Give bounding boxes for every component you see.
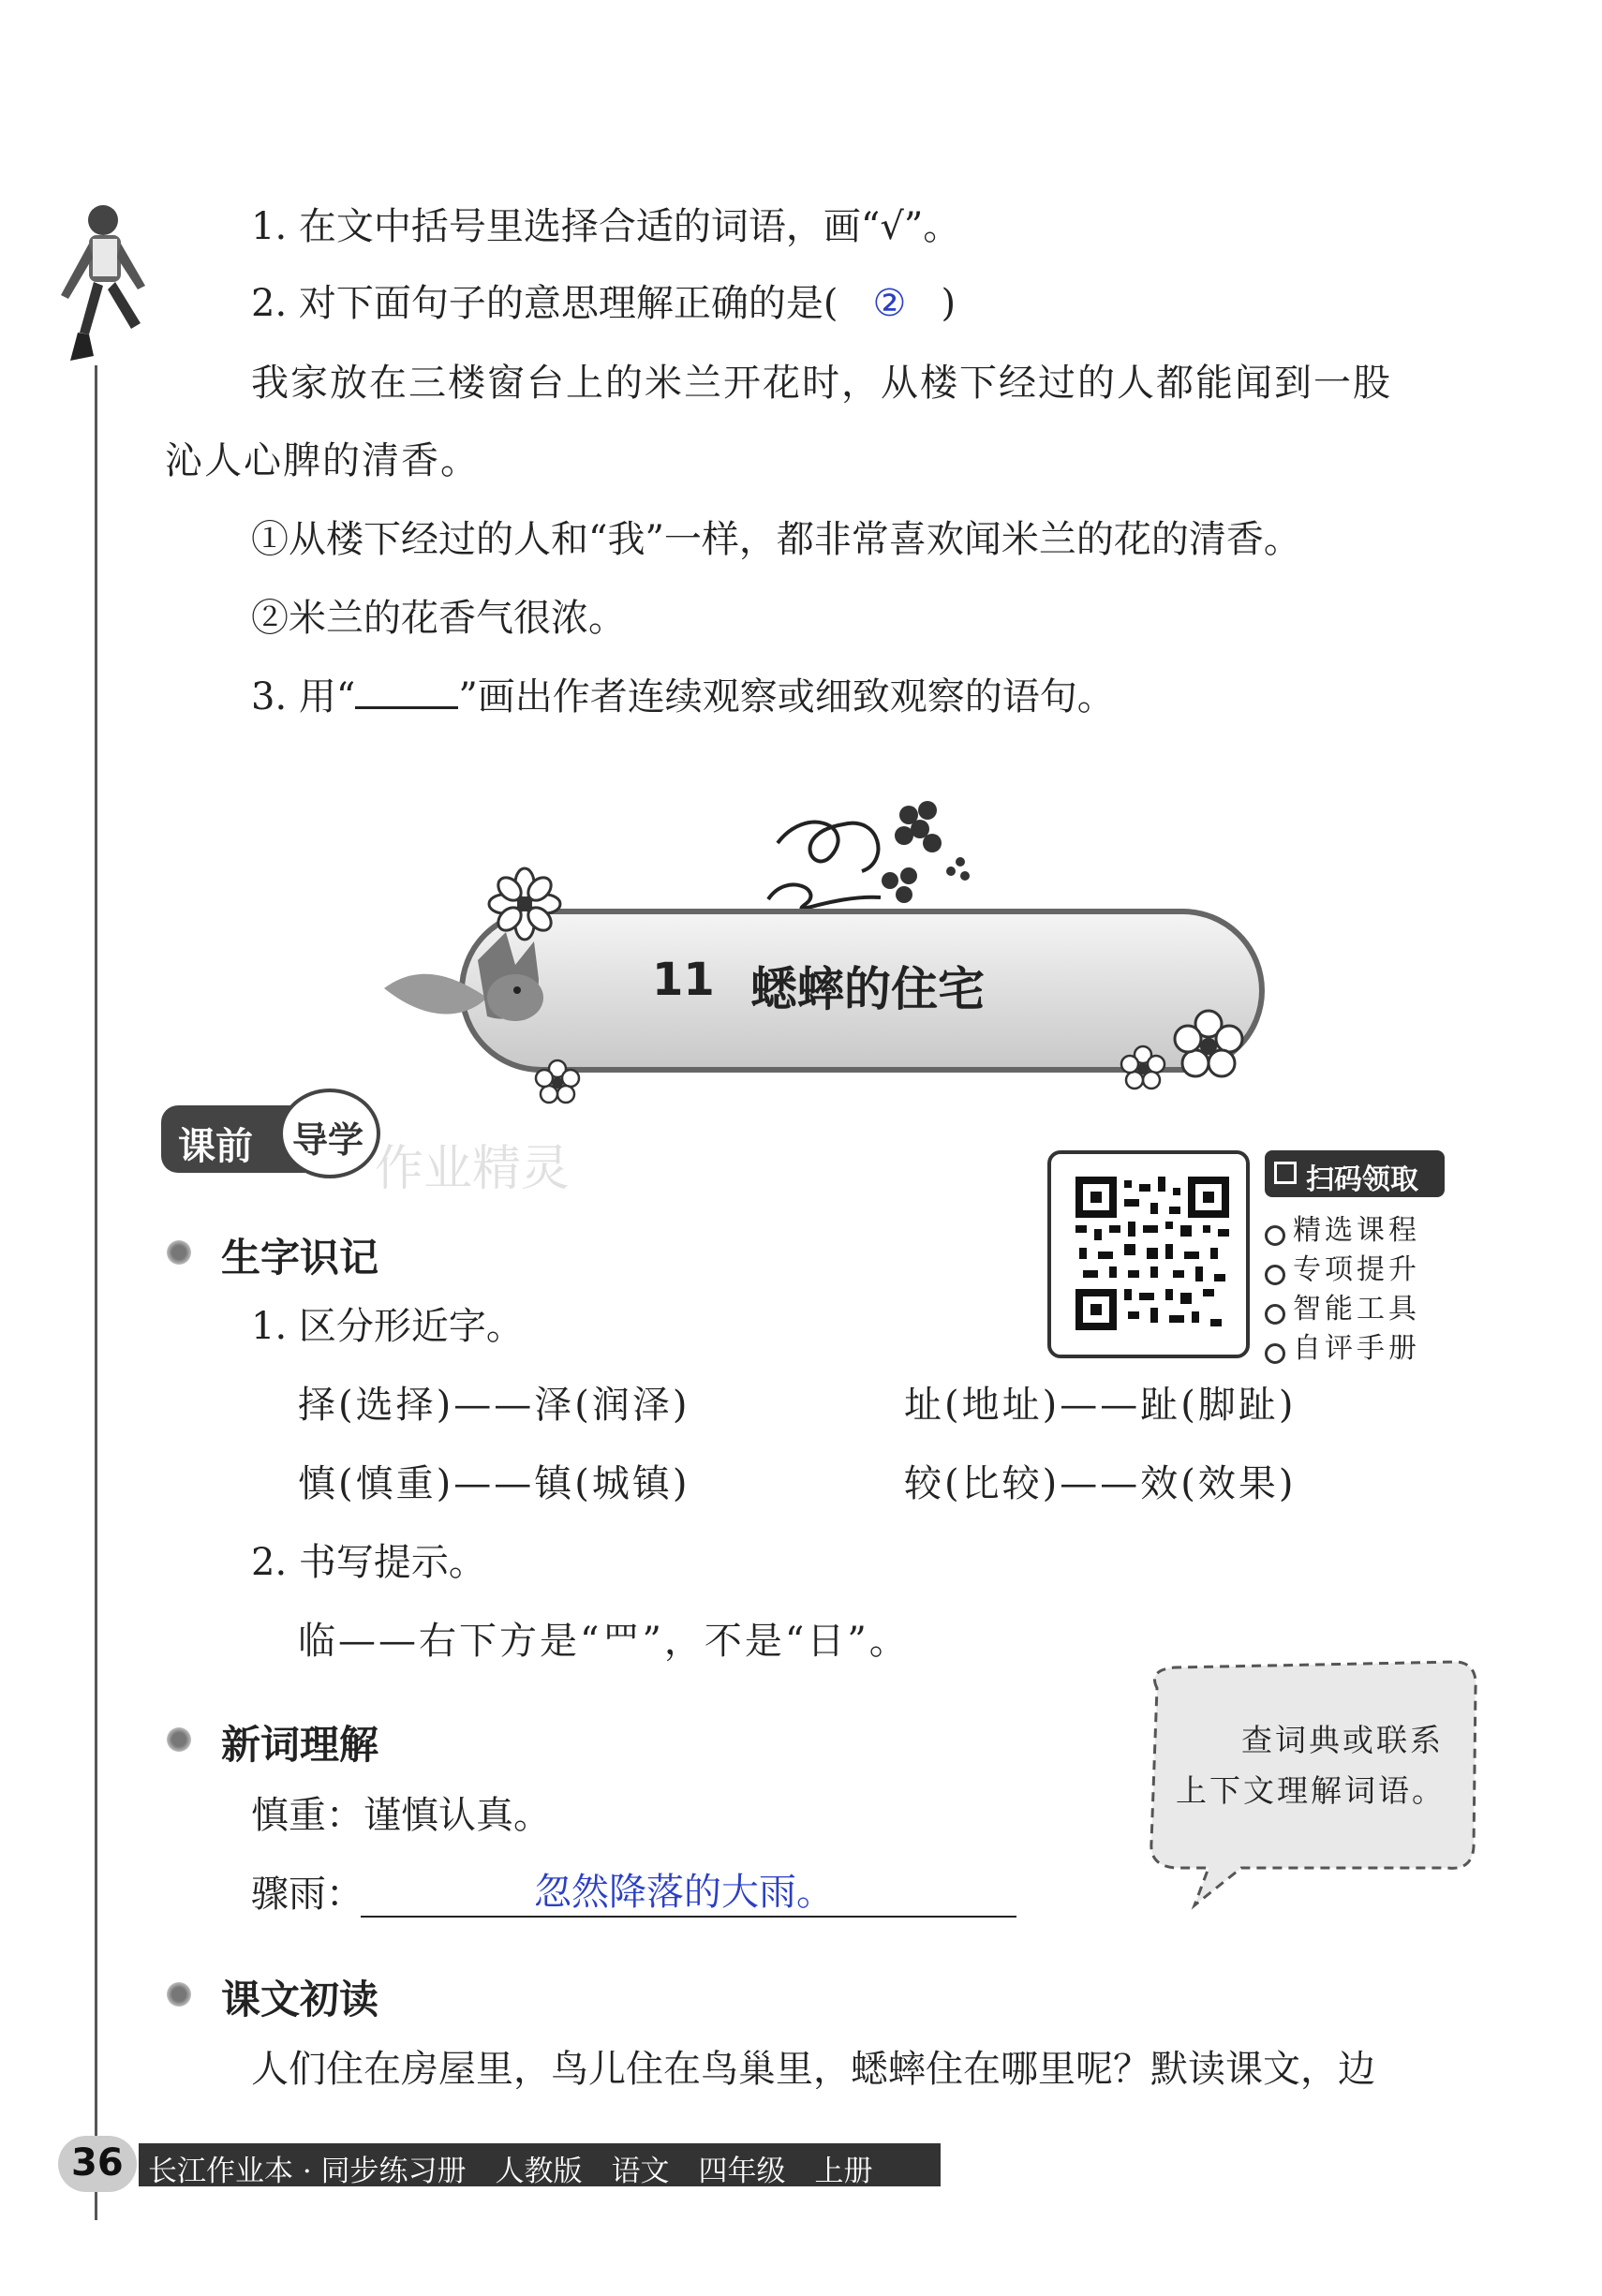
- question-2-suffix: ): [941, 282, 957, 325]
- question-2: [251, 281, 956, 326]
- margin-line: [95, 365, 97, 2220]
- characters-item-2: 2. 书写提示。: [251, 1541, 486, 1584]
- qr-panel-items: [1265, 1207, 1420, 1364]
- question-3-suffix: ”画出作者连续观察或细致观察的语句。: [458, 675, 1115, 718]
- page-number-badge: [58, 2136, 137, 2192]
- guide-badge-part2: 导学: [292, 1119, 364, 1161]
- question-2-answer: ②: [872, 282, 907, 325]
- passage-line-2: 沁人心脾的清香。: [165, 439, 480, 482]
- option-1: ①从楼下经过的人和“我”一样，都非常喜欢闻米兰的花的清香。: [251, 518, 1301, 561]
- qr-panel-header-label: 扫码领取: [1306, 1163, 1418, 1196]
- question-3-prefix: 3. 用“: [251, 675, 356, 718]
- banner-flower-small-right: [1120, 1044, 1166, 1091]
- page-number: 36: [71, 2141, 124, 2185]
- fox-illustration: [375, 923, 590, 1054]
- underline-blank: [355, 674, 458, 709]
- footer-bar: [139, 2143, 941, 2186]
- qr-code-frame: [1047, 1150, 1250, 1358]
- section-bullet-icon: [165, 1238, 193, 1267]
- bubble-line-2: 上下文理解词语。: [1176, 1772, 1446, 1809]
- option-2: ②米兰的花香气很浓。: [251, 597, 626, 640]
- word-2-label: 骤雨：: [251, 1873, 363, 1916]
- guide-badge-bubble: [279, 1089, 380, 1178]
- section-bullet-icon: [165, 1980, 193, 2008]
- qr-item[interactable]: 智能工具: [1265, 1285, 1420, 1325]
- check-circle-icon: [1265, 1343, 1285, 1364]
- answer-line: [361, 1916, 1016, 1918]
- characters-item-1: 1. 区分形近字。: [251, 1305, 524, 1348]
- char-pair-1: 择(选择)——泽(润泽): [298, 1384, 690, 1427]
- question-1: 1. 在文中括号里选择合适的词语，画“√”。: [251, 205, 961, 248]
- char-pair-4: 较(比较)——效(效果): [904, 1462, 1297, 1505]
- word-definition-2: [251, 1872, 363, 1917]
- bubble-line-1: 查词典或联系: [1241, 1722, 1444, 1758]
- watermark: 作业精灵: [375, 1141, 571, 1197]
- word-2-answer: 忽然降落的大雨。: [534, 1871, 834, 1914]
- qr-item[interactable]: 精选课程: [1265, 1207, 1420, 1246]
- word-definition-1: 慎重：谨慎认真。: [251, 1794, 551, 1837]
- passage-line-1: 我家放在三楼窗台上的米兰开花时，从楼下经过的人都能闻到一股: [251, 362, 1392, 405]
- reading-line-1: 人们住在房屋里，鸟儿住在鸟巢里，蟋蟀住在哪里呢？默读课文，边: [251, 2048, 1375, 2091]
- check-circle-icon: [1265, 1265, 1285, 1285]
- lesson-title: 蟋蟀的住宅: [750, 962, 985, 1016]
- char-pair-3: 慎(慎重)——镇(城镇): [298, 1462, 690, 1505]
- footer-text: 长江作业本 · 同步练习册 人教版 语文 四年级 上册: [148, 2155, 873, 2188]
- flower-flourish: [749, 787, 993, 918]
- section-bullet-icon: [165, 1726, 193, 1754]
- qr-item[interactable]: 专项提升: [1265, 1246, 1420, 1285]
- section-title-words: 新词理解: [221, 1722, 379, 1768]
- man-illustration: [52, 192, 159, 370]
- banner-flower-right: [1171, 1007, 1246, 1082]
- char-pair-2: 址(地址)——趾(脚趾): [904, 1384, 1297, 1427]
- lesson-number: 11: [652, 954, 715, 1006]
- scan-icon: [1274, 1162, 1297, 1184]
- banner-flower-left: [487, 867, 562, 941]
- qr-panel-header: [1265, 1150, 1445, 1197]
- banner-flower-small: [534, 1059, 581, 1105]
- writing-tip: 临——右下方是“罒”，不是“日”。: [298, 1620, 910, 1663]
- question-2-prefix: 2. 对下面句子的意思理解正确的是(: [251, 282, 838, 325]
- qr-code: [1075, 1177, 1229, 1330]
- check-circle-icon: [1265, 1304, 1285, 1325]
- qr-item[interactable]: 自评手册: [1265, 1325, 1420, 1364]
- section-title-reading: 课文初读: [221, 1977, 379, 2022]
- guide-badge-part1: 课前: [178, 1125, 253, 1168]
- section-title-characters: 生字识记: [221, 1235, 379, 1281]
- check-circle-icon: [1265, 1225, 1285, 1246]
- question-3: [251, 674, 1115, 719]
